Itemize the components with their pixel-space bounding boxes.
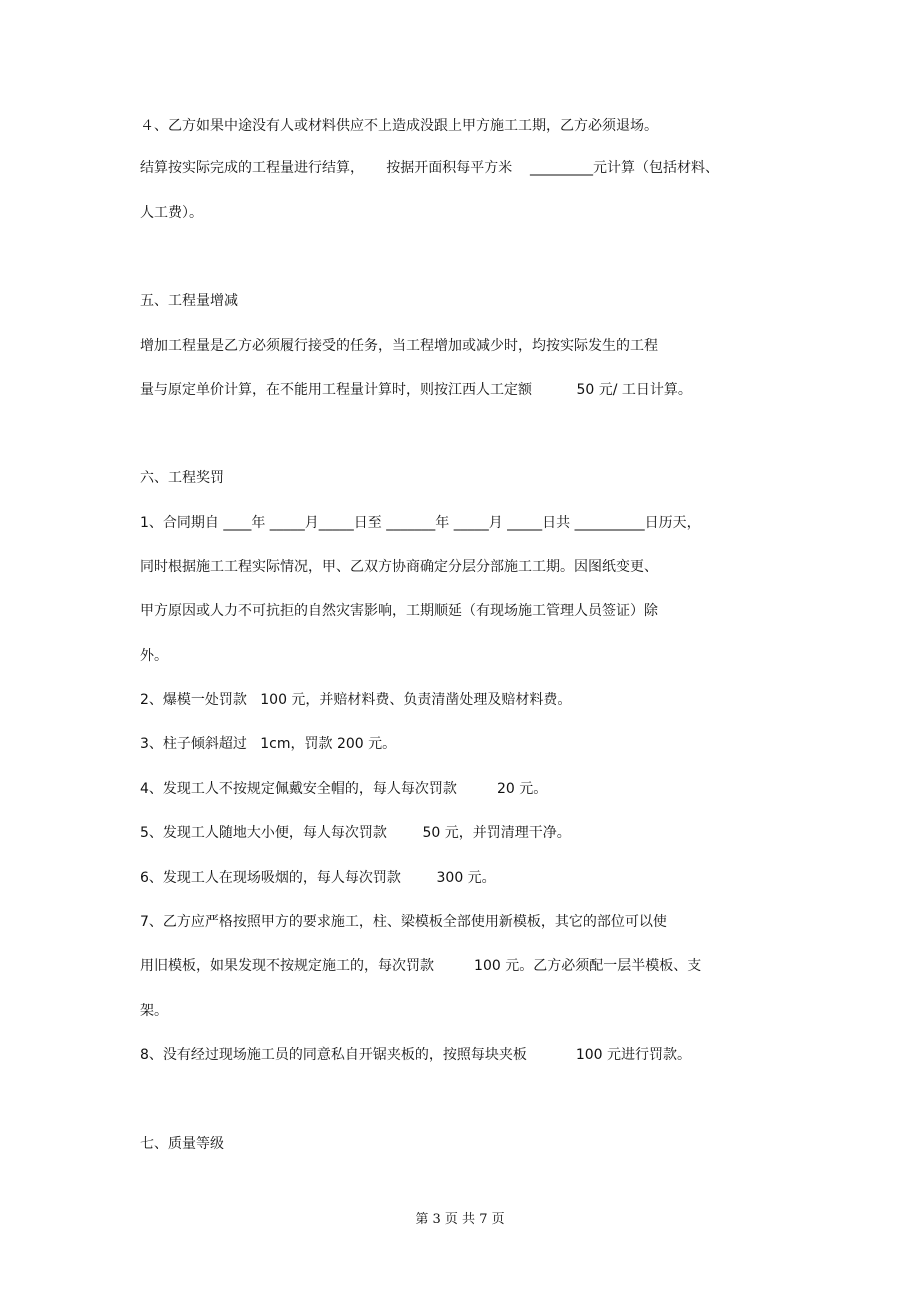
paragraph-line: 增加工程量是乙方必须履行接受的任务，当工程增加或减少时，均按实际发生的工程 [140, 338, 658, 354]
paragraph-line: 2、爆模一处罚款 100 元，并赔材料费、负责清凿处理及赔材料费。 [140, 692, 572, 708]
section-heading: 六、工程奖罚 [140, 470, 224, 486]
paragraph-line: ４、乙方如果中途没有人或材料供应不上造成没跟上甲方施工工期，乙方必须退场。 [140, 118, 658, 134]
paragraph-line: 4、发现工人不按规定佩戴安全帽的，每人每次罚款 20 元。 [140, 781, 548, 797]
paragraph-line: 7、乙方应严格按照甲方的要求施工，柱、梁模板全部使用新模板，其它的部位可以使 [140, 914, 667, 930]
paragraph-line: 人工费）。 [140, 205, 203, 221]
paragraph-line: 5、发现工人随地大小便，每人每次罚款 50 元，并罚清理干净。 [140, 825, 571, 841]
paragraph-line: 架。 [140, 1003, 168, 1019]
paragraph-line: 结算按实际完成的工程量进行结算， 按据开面积每平方米 _________元计算（包括材料、 [140, 160, 720, 176]
paragraph-line: 8、没有经过现场施工员的同意私自开锯夹板的，按照每块夹板 100 元进行罚款。 [140, 1047, 692, 1063]
paragraph-line: 6、发现工人在现场吸烟的，每人每次罚款 300 元。 [140, 870, 496, 886]
paragraph-line: 用旧模板，如果发现不按规定施工的，每次罚款 100 元。乙方必须配一层半模板、支 [140, 958, 702, 974]
page-number-footer: 第 3 页 共 7 页 [415, 1212, 505, 1227]
paragraph-line: 同时根据施工工程实际情况，甲、乙双方协商确定分层分部施工工期。因图纸变更、 [140, 559, 658, 575]
paragraph-line: 甲方原因或人力不可抗拒的自然灾害影响，工期顺延（有现场施工管理人员签证）除 [140, 603, 658, 619]
section-heading: 七、质量等级 [140, 1136, 224, 1152]
paragraph-line: 3、柱子倾斜超过 1cm，罚款 200 元。 [140, 736, 397, 752]
paragraph-line: 1、合同期自 ____年 _____月_____日至 _______年 _____月 _____日共 __________日历天， [140, 515, 701, 531]
section-heading: 五、工程量增减 [140, 293, 238, 309]
paragraph-line: 量与原定单价计算，在不能用工程量计算时，则按江西人工定额 50 元/ 工日计算。 [140, 382, 692, 398]
paragraph-line: 外。 [140, 648, 168, 664]
